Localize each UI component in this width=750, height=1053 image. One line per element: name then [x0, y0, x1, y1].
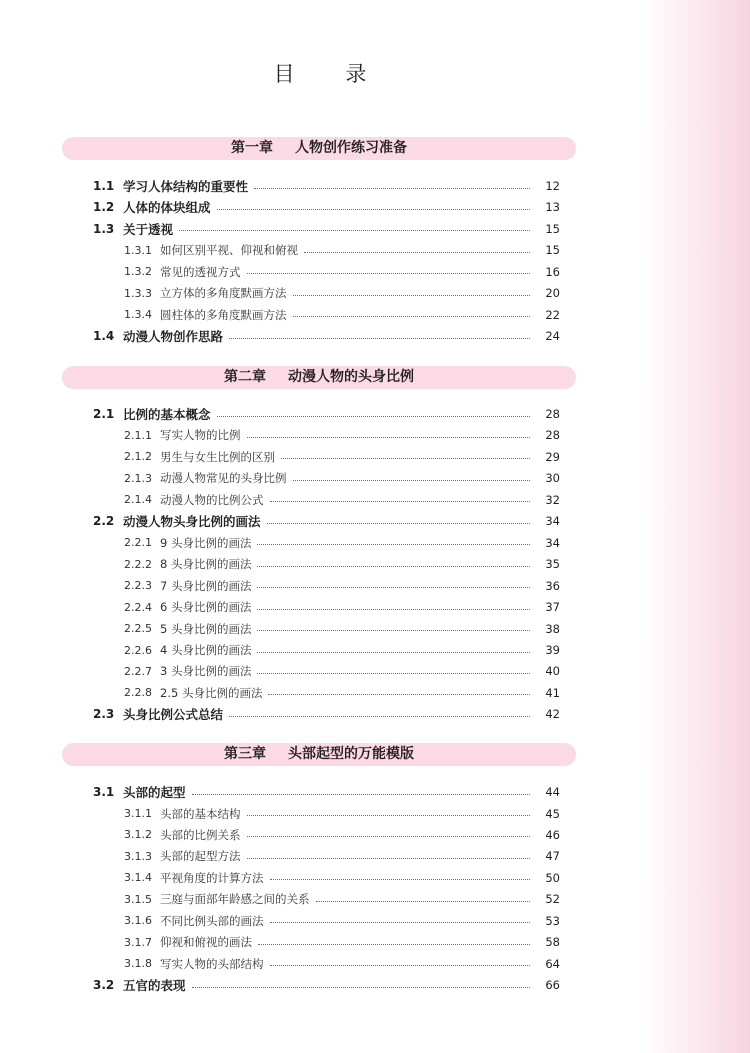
page-number: 41 [545, 685, 560, 700]
dot-leader [229, 338, 530, 339]
toc-section-entry[interactable] [0, 511, 560, 531]
page-number: 36 [545, 578, 560, 593]
chapter-title: 头部起型的万能模版 [288, 746, 414, 762]
toc-subsection-entry[interactable] [0, 447, 560, 467]
entry-title: 关于透视 [123, 221, 174, 237]
toc-subsection-entry[interactable] [0, 305, 560, 325]
entry-number: 1.3.2 [124, 265, 152, 279]
dot-leader [257, 544, 530, 545]
page-edge-tint [640, 0, 750, 1053]
entry-title: 如何区别平视、仰视和俯视 [160, 243, 298, 258]
entry-number: 2.2.7 [124, 664, 152, 678]
dot-leader [304, 252, 530, 253]
entry-number: 1.3.4 [124, 308, 152, 322]
entry-number: 1.3.3 [124, 286, 152, 300]
dot-leader [257, 566, 530, 567]
dot-leader [217, 209, 530, 210]
entry-title: 头部的起型方法 [160, 849, 241, 864]
dot-leader [270, 965, 531, 966]
page-number: 24 [545, 329, 560, 344]
toc-section-entry[interactable] [0, 176, 560, 196]
dot-leader [258, 944, 530, 945]
chapter-heading[interactable] [62, 743, 576, 766]
page-number: 15 [545, 243, 560, 258]
dot-leader [316, 901, 531, 902]
toc-section-entry[interactable] [0, 219, 560, 239]
entry-number: 2.1.4 [124, 493, 152, 507]
dot-leader [293, 295, 531, 296]
page-number: 40 [545, 664, 560, 679]
entry-number: 3.2 [93, 978, 115, 992]
entry-number: 3.1.2 [124, 828, 152, 842]
page-number: 28 [545, 407, 560, 421]
toc-subsection-entry[interactable] [0, 846, 560, 866]
toc-subsection-entry[interactable] [0, 576, 560, 596]
entry-title: 7 头身比例的画法 [160, 578, 252, 593]
page-number: 45 [545, 806, 560, 821]
toc-subsection-entry[interactable] [0, 954, 560, 974]
entry-title: 不同比例头部的画法 [160, 913, 264, 928]
toc-title: 目 录 [273, 62, 389, 86]
dot-leader [247, 858, 531, 859]
entry-title: 头身比例公式总结 [123, 707, 224, 723]
entry-number: 2.1 [93, 407, 115, 421]
page-number: 29 [545, 449, 560, 464]
toc-subsection-entry[interactable] [0, 619, 560, 639]
entry-title: 男生与女生比例的区别 [160, 449, 275, 464]
entry-title: 头部的基本结构 [160, 806, 241, 821]
toc-section-entry[interactable] [0, 975, 560, 995]
toc-section-entry[interactable] [0, 326, 560, 346]
entry-title: 比例的基本概念 [123, 407, 211, 422]
dot-leader [270, 922, 531, 923]
entry-number: 2.2.2 [124, 557, 152, 571]
toc-subsection-entry[interactable] [0, 868, 560, 888]
toc-section-entry[interactable] [0, 197, 560, 217]
page-number: 47 [545, 849, 560, 864]
entry-title: 3 头身比例的画法 [160, 664, 252, 679]
dot-leader [257, 587, 530, 588]
dot-leader [217, 416, 530, 417]
entry-number: 1.4 [93, 329, 115, 344]
page-number: 42 [545, 707, 560, 722]
entry-title: 2.5 头身比例的画法 [160, 685, 263, 700]
entry-number: 2.1.3 [124, 471, 152, 485]
page-number: 28 [545, 428, 560, 443]
page-number: 66 [545, 978, 560, 992]
page-number: 39 [545, 643, 560, 657]
dot-leader [281, 458, 530, 459]
entry-number: 1.1 [93, 179, 115, 193]
entry-title: 4 头身比例的画法 [160, 643, 252, 657]
entry-number: 2.2.1 [124, 536, 152, 550]
entry-title: 头部的比例关系 [160, 827, 241, 842]
entry-number: 3.1.6 [124, 914, 152, 928]
page-number: 20 [545, 286, 560, 301]
toc-subsection-entry[interactable] [0, 240, 560, 260]
page-number: 50 [545, 870, 560, 885]
entry-title: 6 头身比例的画法 [160, 600, 252, 614]
entry-number: 3.1.1 [124, 807, 152, 820]
entry-title: 人体的体块组成 [123, 200, 211, 216]
chapter-number: 第二章 [224, 369, 266, 385]
page-number: 35 [545, 557, 560, 572]
page-number: 34 [545, 535, 560, 550]
toc-subsection-entry[interactable] [0, 889, 560, 909]
page-number: 12 [545, 179, 560, 193]
entry-number: 1.3 [93, 221, 115, 236]
page-number: 16 [545, 264, 560, 279]
dot-leader [268, 694, 530, 695]
entry-number: 3.1.8 [124, 957, 152, 971]
entry-number: 2.3 [93, 707, 115, 722]
toc-subsection-entry[interactable] [0, 490, 560, 510]
entry-number: 2.2.8 [124, 686, 152, 700]
toc-subsection-entry[interactable] [0, 683, 560, 703]
page-number: 30 [545, 471, 560, 486]
entry-number: 3.1.5 [124, 892, 152, 906]
page-number: 64 [545, 956, 560, 971]
dot-leader [270, 879, 531, 880]
entry-title: 三庭与面部年龄感之间的关系 [160, 892, 310, 907]
dot-leader [254, 188, 530, 189]
dot-leader [293, 316, 531, 317]
page-number: 44 [545, 785, 560, 799]
page-number: 32 [545, 492, 560, 507]
page-number: 58 [545, 935, 560, 950]
entry-title: 写实人物的比例 [160, 428, 241, 443]
page-number: 13 [545, 200, 560, 215]
chapter-title: 动漫人物的头身比例 [288, 369, 414, 385]
toc-subsection-entry[interactable] [0, 661, 560, 681]
chapter-heading[interactable] [62, 137, 576, 160]
page-number: 46 [545, 827, 560, 842]
entry-number: 1.2 [93, 200, 115, 215]
entry-number: 2.2.6 [124, 643, 152, 657]
entry-title: 动漫人物的比例公式 [160, 492, 264, 507]
dot-leader [179, 230, 530, 231]
toc-section-entry[interactable] [0, 704, 560, 724]
toc-subsection-entry[interactable] [0, 468, 560, 488]
toc-subsection-entry[interactable] [0, 425, 560, 445]
dot-leader [247, 815, 531, 816]
dot-leader [192, 987, 530, 988]
entry-title: 头部的起型 [123, 785, 186, 800]
page-number: 15 [545, 221, 560, 236]
entry-title: 平视角度的计算方法 [160, 870, 264, 885]
entry-number: 2.1.2 [124, 450, 152, 464]
entry-title: 9 头身比例的画法 [160, 535, 252, 550]
chapter-title: 人物创作练习准备 [295, 140, 407, 156]
entry-title: 五官的表现 [123, 978, 186, 993]
dot-leader [257, 630, 530, 631]
dot-leader [270, 501, 531, 502]
dot-leader [257, 609, 530, 610]
toc-subsection-entry[interactable] [0, 804, 560, 824]
entry-title: 动漫人物常见的头身比例 [160, 471, 287, 486]
entry-title: 立方体的多角度默画方法 [160, 286, 287, 301]
dot-leader [192, 794, 530, 795]
chapter-number: 第一章 [231, 140, 273, 156]
entry-title: 学习人体结构的重要性 [123, 179, 249, 194]
entry-title: 仰视和俯视的画法 [160, 935, 252, 950]
toc-subsection-entry[interactable] [0, 597, 560, 617]
chapter-number: 第三章 [224, 746, 266, 762]
entry-title: 圆柱体的多角度默画方法 [160, 307, 287, 322]
dot-leader [293, 480, 531, 481]
dot-leader [247, 437, 531, 438]
entry-number: 3.1.7 [124, 935, 152, 949]
chapter-heading[interactable] [62, 366, 576, 389]
entry-number: 3.1.4 [124, 871, 152, 885]
page-number: 37 [545, 600, 560, 614]
dot-leader [247, 273, 531, 274]
toc-section-entry[interactable] [0, 404, 560, 424]
page-number: 53 [545, 913, 560, 928]
dot-leader [257, 673, 530, 674]
dot-leader [267, 523, 530, 524]
dot-leader [229, 716, 530, 717]
toc-subsection-entry[interactable] [0, 283, 560, 303]
page-number: 34 [545, 514, 560, 529]
entry-number: 1.3.1 [124, 243, 152, 257]
entry-title: 5 头身比例的画法 [160, 621, 252, 636]
toc-subsection-entry[interactable] [0, 640, 560, 660]
page-number: 52 [545, 892, 560, 907]
entry-number: 3.1 [93, 785, 115, 799]
dot-leader [247, 836, 531, 837]
toc-subsection-entry[interactable] [0, 825, 560, 845]
entry-title: 动漫人物创作思路 [123, 329, 224, 345]
entry-number: 3.1.3 [124, 849, 152, 863]
toc-subsection-entry[interactable] [0, 911, 560, 931]
page-number: 22 [545, 307, 560, 322]
entry-number: 2.2.5 [124, 622, 152, 635]
page-number: 38 [545, 621, 560, 636]
entry-number: 2.2.4 [124, 600, 152, 614]
entry-title: 动漫人物头身比例的画法 [123, 514, 261, 530]
toc-subsection-entry[interactable] [0, 533, 560, 553]
entry-number: 2.2.3 [124, 579, 152, 593]
toc-subsection-entry[interactable] [0, 932, 560, 952]
entry-title: 常见的透视方式 [160, 264, 241, 279]
entry-title: 8 头身比例的画法 [160, 557, 252, 572]
entry-title: 写实人物的头部结构 [160, 956, 264, 971]
toc-subsection-entry[interactable] [0, 262, 560, 282]
entry-number: 2.2 [93, 514, 115, 529]
dot-leader [257, 652, 530, 653]
entry-number: 2.1.1 [124, 428, 152, 442]
toc-subsection-entry[interactable] [0, 554, 560, 574]
toc-section-entry[interactable] [0, 782, 560, 802]
